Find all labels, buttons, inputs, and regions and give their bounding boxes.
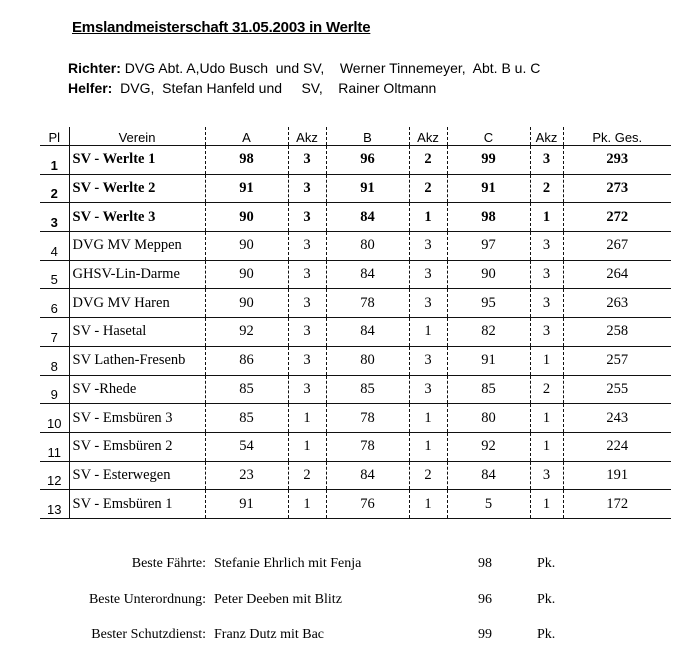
award-points: 98: [478, 556, 492, 571]
cell-score-c: 99: [447, 146, 530, 175]
cell-club: SV - Werlte 3: [69, 203, 205, 232]
cell-akz-a: 3: [288, 346, 326, 375]
helpers-line: [68, 80, 436, 96]
cell-total: 257: [563, 346, 671, 375]
table-row: [40, 260, 671, 289]
table-row: [40, 490, 671, 519]
award-winner: Stefanie Ehrlich mit Fenja: [214, 556, 362, 571]
cell-score-a: 98: [205, 146, 288, 175]
award-label: Beste Fährte:: [131, 556, 206, 571]
cell-akz-a: 3: [288, 174, 326, 203]
cell-akz-c: 1: [530, 346, 563, 375]
cell-place: 8: [40, 346, 69, 375]
cell-total: 273: [563, 174, 671, 203]
cell-club: SV - Hasetal: [69, 318, 205, 347]
cell-akz-a: 1: [288, 404, 326, 433]
cell-club: DVG MV Haren: [69, 289, 205, 318]
cell-score-c: 90: [447, 260, 530, 289]
cell-akz-c: 3: [530, 146, 563, 175]
cell-score-b: 96: [326, 146, 409, 175]
cell-place: 4: [40, 232, 69, 261]
cell-place: 6: [40, 289, 69, 318]
col-header-club: Verein: [69, 127, 205, 146]
cell-akz-c: 1: [530, 404, 563, 433]
cell-total: 293: [563, 146, 671, 175]
award-winner: Peter Deeben mit Blitz: [214, 592, 342, 607]
cell-akz-c: 3: [530, 318, 563, 347]
col-header-akz-c: Akz: [530, 127, 563, 146]
cell-score-b: 78: [326, 289, 409, 318]
cell-club: SV - Werlte 2: [69, 174, 205, 203]
judges-label: Richter:: [68, 60, 121, 76]
cell-score-b: 84: [326, 318, 409, 347]
cell-score-b: 85: [326, 375, 409, 404]
cell-akz-b: 2: [409, 146, 447, 175]
cell-score-a: 85: [205, 404, 288, 433]
cell-total: 267: [563, 232, 671, 261]
cell-akz-c: 3: [530, 461, 563, 490]
table-row: [40, 375, 671, 404]
cell-akz-a: 3: [288, 146, 326, 175]
cell-akz-c: 2: [530, 375, 563, 404]
cell-score-c: 80: [447, 404, 530, 433]
cell-score-c: 95: [447, 289, 530, 318]
judges-line: [68, 60, 540, 76]
cell-place: 12: [40, 461, 69, 490]
cell-score-a: 91: [205, 174, 288, 203]
cell-place: 11: [40, 432, 69, 461]
cell-akz-b: 3: [409, 346, 447, 375]
results-table: [40, 127, 671, 519]
cell-score-a: 90: [205, 289, 288, 318]
cell-total: 272: [563, 203, 671, 232]
col-header-akz-a: Akz: [288, 127, 326, 146]
cell-total: 191: [563, 461, 671, 490]
cell-score-c: 97: [447, 232, 530, 261]
cell-score-c: 82: [447, 318, 530, 347]
cell-place: 2: [40, 174, 69, 203]
cell-score-c: 98: [447, 203, 530, 232]
cell-score-b: 80: [326, 232, 409, 261]
cell-score-c: 84: [447, 461, 530, 490]
cell-score-b: 91: [326, 174, 409, 203]
cell-score-a: 91: [205, 490, 288, 519]
award-unit: Pk.: [537, 556, 556, 571]
cell-akz-a: 1: [288, 432, 326, 461]
col-header-akz-b: Akz: [409, 127, 447, 146]
cell-akz-b: 1: [409, 490, 447, 519]
cell-akz-c: 1: [530, 490, 563, 519]
cell-total: 224: [563, 432, 671, 461]
cell-place: 13: [40, 490, 69, 519]
table-row: [40, 289, 671, 318]
col-header-b: B: [326, 127, 409, 146]
cell-score-a: 54: [205, 432, 288, 461]
cell-club: SV -Rhede: [69, 375, 205, 404]
cell-place: 5: [40, 260, 69, 289]
cell-score-b: 84: [326, 260, 409, 289]
table-row: [40, 146, 671, 175]
cell-score-a: 23: [205, 461, 288, 490]
cell-akz-a: 3: [288, 203, 326, 232]
cell-akz-a: 2: [288, 461, 326, 490]
cell-akz-b: 1: [409, 203, 447, 232]
cell-place: 7: [40, 318, 69, 347]
cell-total: 243: [563, 404, 671, 433]
table-row: [40, 432, 671, 461]
cell-score-a: 90: [205, 203, 288, 232]
table-row: [40, 461, 671, 490]
cell-score-a: 92: [205, 318, 288, 347]
cell-place: 10: [40, 404, 69, 433]
cell-place: 9: [40, 375, 69, 404]
cell-akz-b: 2: [409, 461, 447, 490]
cell-place: 3: [40, 203, 69, 232]
cell-total: 255: [563, 375, 671, 404]
cell-akz-c: 2: [530, 174, 563, 203]
cell-place: 1: [40, 146, 69, 175]
cell-score-a: 90: [205, 232, 288, 261]
cell-akz-b: 3: [409, 289, 447, 318]
table-row: [40, 232, 671, 261]
cell-akz-c: 3: [530, 260, 563, 289]
table-row: [40, 203, 671, 232]
table-header-row: [40, 127, 671, 146]
cell-akz-c: 1: [530, 432, 563, 461]
cell-total: 264: [563, 260, 671, 289]
cell-akz-b: 2: [409, 174, 447, 203]
cell-score-b: 78: [326, 404, 409, 433]
cell-club: SV Lathen-Fresenb: [69, 346, 205, 375]
cell-score-c: 85: [447, 375, 530, 404]
award-points: 99: [478, 627, 492, 642]
cell-akz-b: 1: [409, 432, 447, 461]
table-row: [40, 318, 671, 347]
cell-akz-b: 1: [409, 318, 447, 347]
cell-akz-b: 3: [409, 375, 447, 404]
cell-score-c: 92: [447, 432, 530, 461]
cell-akz-a: 3: [288, 318, 326, 347]
cell-akz-a: 3: [288, 375, 326, 404]
cell-score-b: 80: [326, 346, 409, 375]
cell-akz-c: 3: [530, 289, 563, 318]
col-header-c: C: [447, 127, 530, 146]
helpers-text: DVG, Stefan Hanfeld und SV, Rainer Oltmann: [112, 80, 437, 96]
cell-club: SV - Emsbüren 2: [69, 432, 205, 461]
cell-akz-a: 3: [288, 232, 326, 261]
cell-club: DVG MV Meppen: [69, 232, 205, 261]
cell-score-b: 84: [326, 461, 409, 490]
cell-score-b: 84: [326, 203, 409, 232]
cell-akz-b: 3: [409, 260, 447, 289]
cell-akz-a: 3: [288, 289, 326, 318]
cell-score-a: 85: [205, 375, 288, 404]
award-label: Beste Unterordnung:: [88, 592, 206, 607]
cell-score-b: 76: [326, 490, 409, 519]
cell-total: 258: [563, 318, 671, 347]
award-points: 96: [478, 592, 492, 607]
table-row: [40, 174, 671, 203]
cell-total: 263: [563, 289, 671, 318]
results-body: [40, 146, 671, 519]
cell-score-c: 91: [447, 174, 530, 203]
cell-score-c: 5: [447, 490, 530, 519]
judges-text: DVG Abt. A,Udo Busch und SV, Werner Tinnemeyer, Abt. B u. C: [120, 60, 541, 76]
table-row: [40, 404, 671, 433]
cell-score-a: 90: [205, 260, 288, 289]
cell-akz-b: 1: [409, 404, 447, 433]
table-row: [40, 346, 671, 375]
cell-score-c: 91: [447, 346, 530, 375]
cell-akz-a: 1: [288, 490, 326, 519]
cell-club: SV - Emsbüren 1: [69, 490, 205, 519]
cell-score-a: 86: [205, 346, 288, 375]
cell-akz-b: 3: [409, 232, 447, 261]
cell-club: SV - Werlte 1: [69, 146, 205, 175]
award-unit: Pk.: [537, 592, 556, 607]
cell-total: 172: [563, 490, 671, 519]
award-winner: Franz Dutz mit Bac: [214, 627, 325, 642]
award-unit: Pk.: [537, 627, 556, 642]
cell-score-b: 78: [326, 432, 409, 461]
cell-akz-a: 3: [288, 260, 326, 289]
page-title: Emslandmeisterschaft 31.05.2003 in Werlte: [72, 19, 371, 36]
cell-akz-c: 1: [530, 203, 563, 232]
cell-club: SV - Esterwegen: [69, 461, 205, 490]
col-header-total: Pk. Ges.: [563, 127, 671, 146]
col-header-place: Pl: [40, 127, 69, 146]
helpers-label: Helfer:: [68, 80, 113, 96]
col-header-a: A: [205, 127, 288, 146]
cell-akz-c: 3: [530, 232, 563, 261]
cell-club: GHSV-Lin-Darme: [69, 260, 205, 289]
award-label: Bester Schutzdienst:: [91, 627, 206, 642]
cell-club: SV - Emsbüren 3: [69, 404, 205, 433]
